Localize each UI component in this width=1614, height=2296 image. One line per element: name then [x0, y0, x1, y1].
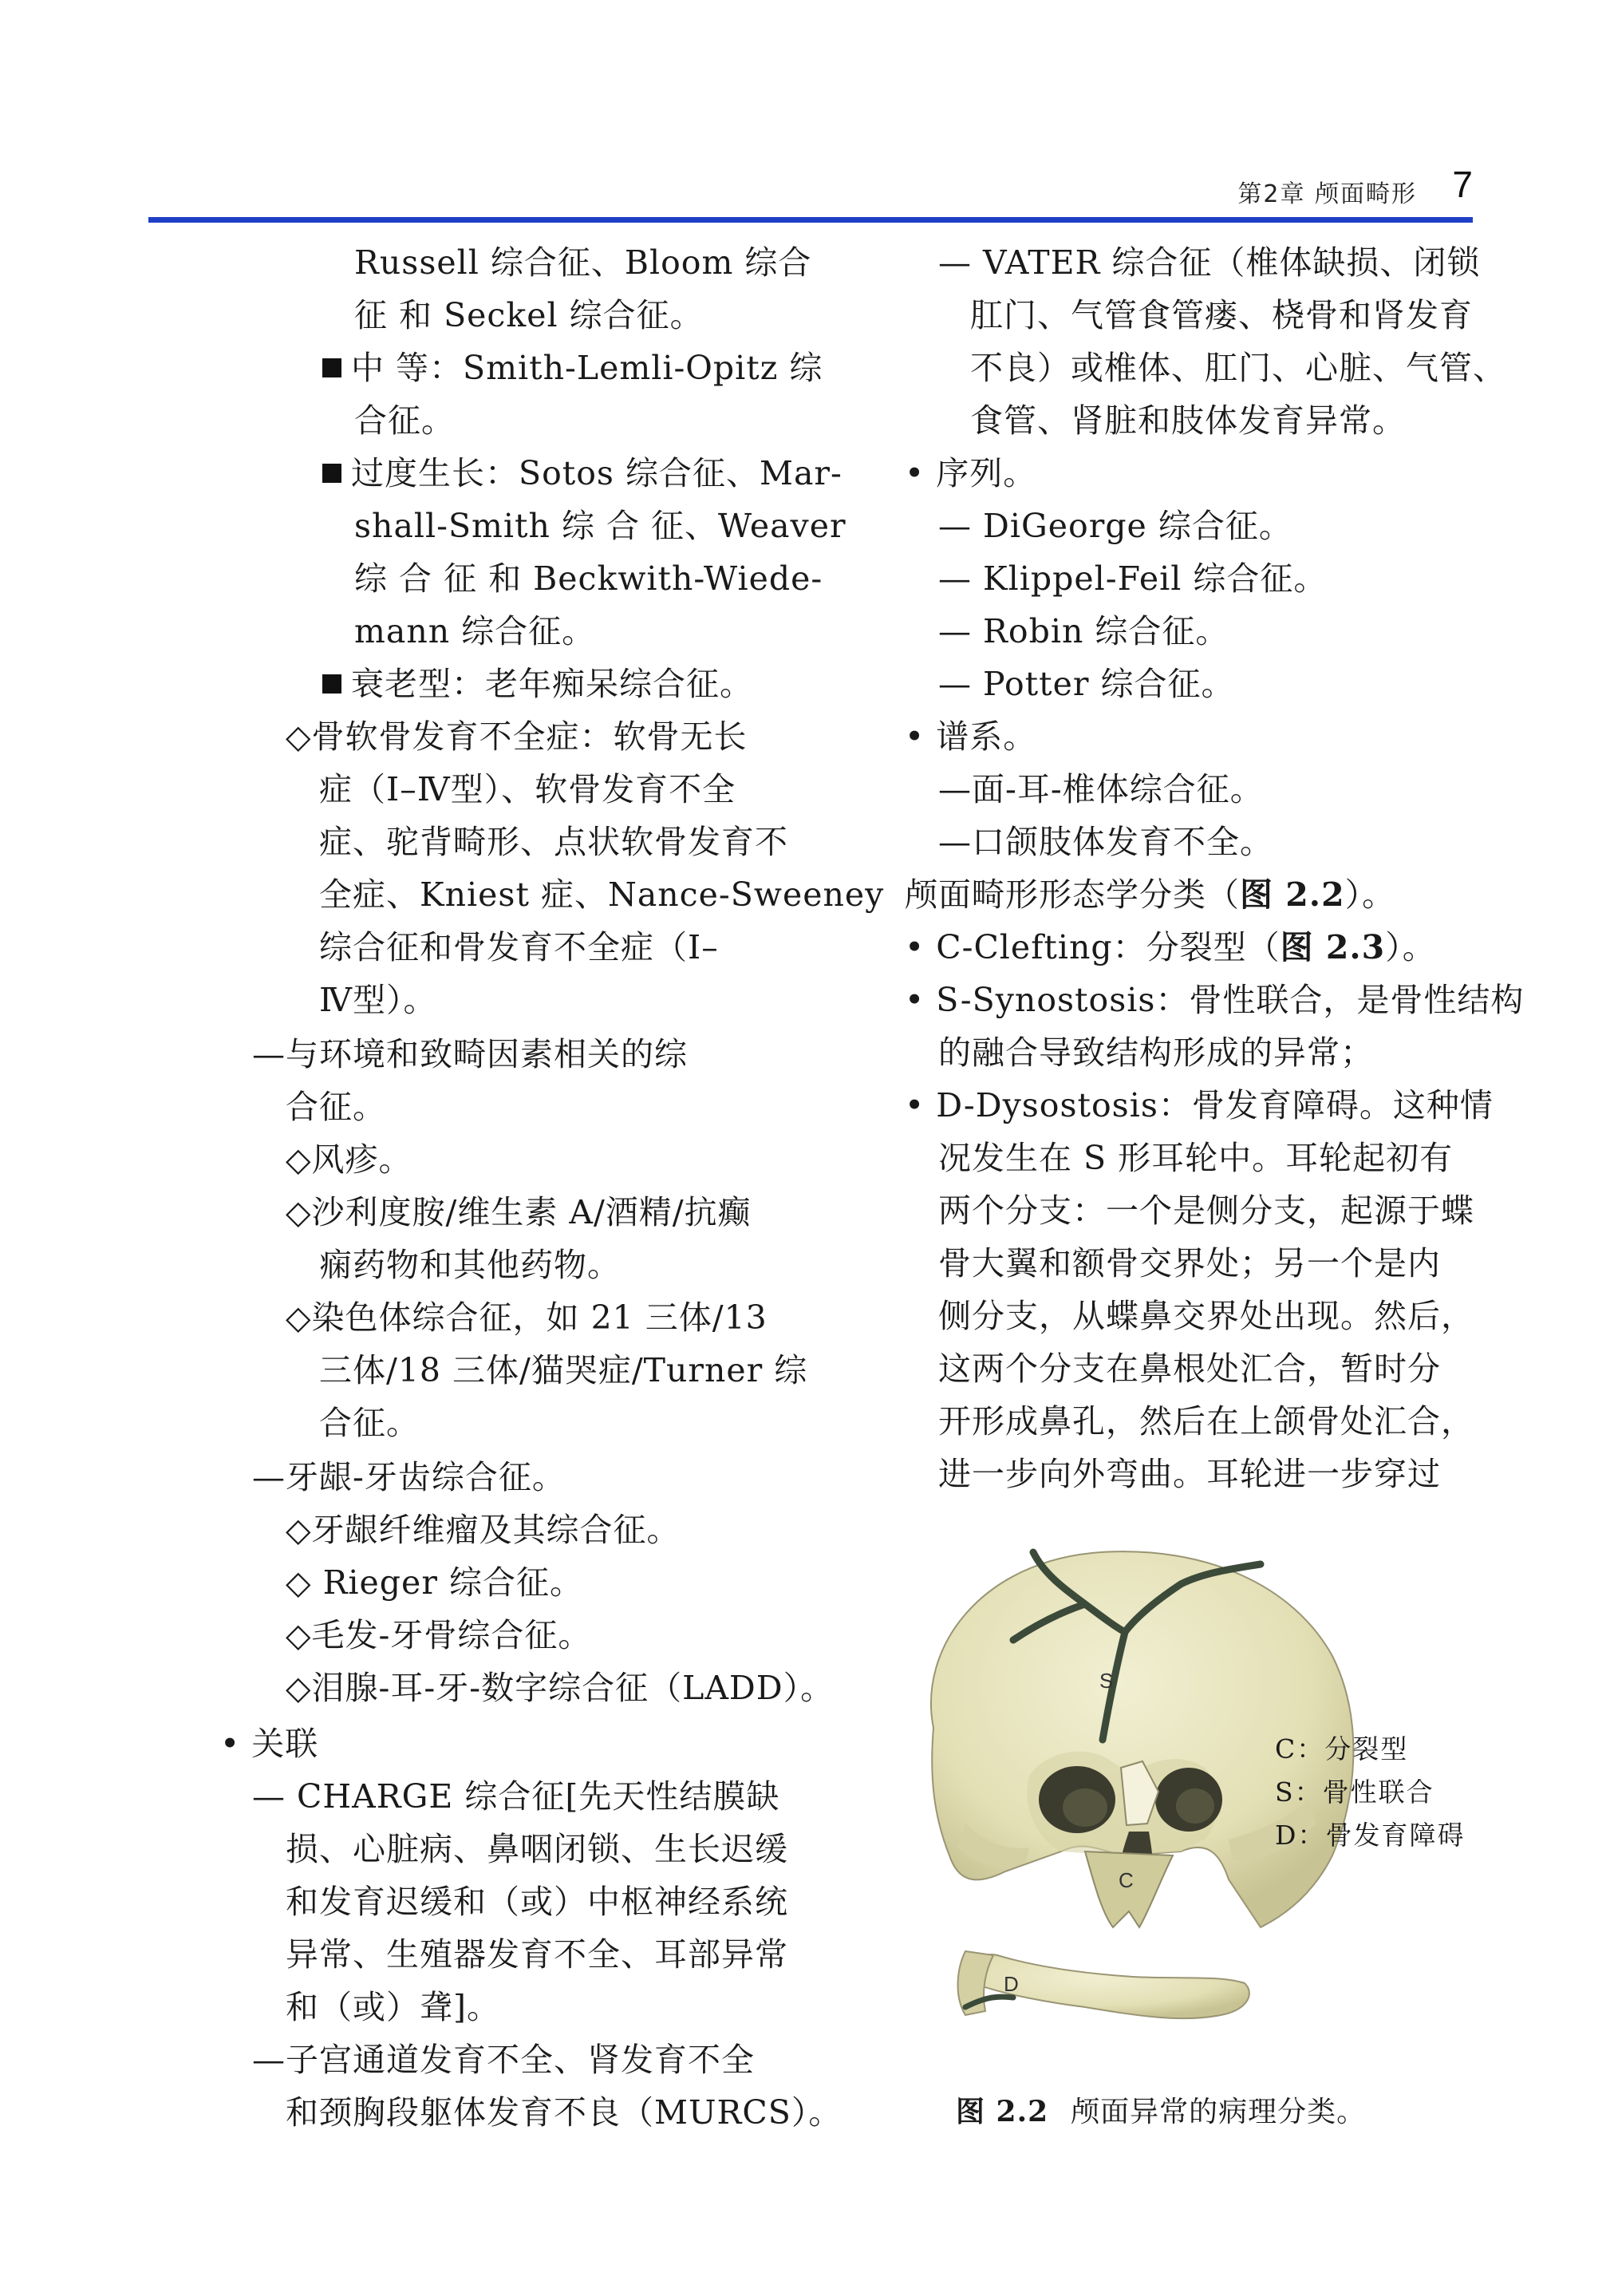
text-line: 和（或）聋]。 [286, 1988, 500, 2026]
text-line: ◇风疹。 [286, 1140, 412, 1179]
figure-legend [1275, 1728, 1465, 1857]
text-line: 和颈胸段躯体发育不良（MURCS）。 [286, 2093, 843, 2132]
text-line: ◇沙利度胺/维生素 A/酒精/抗癫 [286, 1193, 752, 1231]
text-line: • D-Dysostosis：骨发育障碍。这种情 [905, 1086, 1494, 1124]
text-line: — Potter 综合征。 [938, 665, 1235, 703]
legend-item: C：分裂型 [1275, 1733, 1409, 1764]
text-line: 症（Ⅰ–Ⅳ型）、软骨发育不全 [319, 770, 736, 808]
text-line: 肛门、气管食管瘘、桡骨和肾发育 [970, 296, 1473, 334]
text-line: 综 合 征 和 Beckwith-Wiede- [354, 559, 823, 598]
legend-item: D：骨发育障碍 [1275, 1820, 1466, 1851]
figure-reference: 图 2.2 [1240, 875, 1345, 914]
text-line: ◇骨软骨发育不全症：软骨无长 [286, 717, 748, 756]
text-line: 综合征和骨发育不全症（Ⅰ– [319, 928, 719, 966]
text-line: — CHARGE 综合征[先天性结膜缺 [252, 1777, 780, 1816]
text-line: 中 等：Smith-Lemli-Opitz 综 [322, 345, 823, 391]
label-c: C [1119, 1868, 1134, 1892]
text-line: — Klippel-Feil 综合征。 [938, 559, 1328, 598]
text-line: 和发育迟缓和（或）中枢神经系统 [286, 1883, 788, 1921]
text-line: 衰老型：老年痴呆综合征。 [322, 661, 753, 707]
label-s: S [1099, 1669, 1114, 1693]
text-line: ◇毛发-牙骨综合征。 [286, 1616, 592, 1654]
text-line: 侧分支，从蝶鼻交界处出现。然后， [938, 1297, 1474, 1335]
text-line: 两个分支：一个是侧分支，起源于蝶 [938, 1191, 1474, 1230]
text-line: • 谱系。 [905, 717, 1037, 756]
page-header [148, 164, 1473, 217]
label-d: D [1004, 1972, 1019, 1996]
text-line: ◇染色体综合征，如 21 三体/13 [286, 1298, 768, 1337]
text-line: ◇ Rieger 综合征。 [286, 1563, 583, 1602]
text-line: • C-Clefting：分裂型（图 2.3）。 [905, 928, 1436, 966]
text-line: shall-Smith 综 合 征、Weaver [354, 507, 846, 545]
text-line: —与环境和致畸因素相关的综 [252, 1035, 688, 1073]
text-line: 合征。 [354, 401, 455, 440]
chapter-title: 第2章 颅面畸形 [1237, 180, 1417, 208]
text-line: • S-Synostosis：骨性联合，是骨性结构 [905, 981, 1525, 1019]
text-line: Ⅳ型）。 [319, 981, 437, 1019]
left-orbit-inner [1063, 1788, 1107, 1827]
text-line: 合征。 [286, 1088, 386, 1126]
text-line: 异常、生殖器发育不全、耳部异常 [286, 1935, 788, 1974]
text-line: 不良）或椎体、肛门、心脏、气管、 [970, 349, 1506, 387]
page-number: 7 [1452, 164, 1473, 205]
text-line: Russell 综合征、Bloom 综合 [354, 243, 812, 282]
text-line: 况发生在 S 形耳轮中。耳轮起初有 [938, 1139, 1454, 1177]
text-line: — Robin 综合征。 [938, 612, 1229, 650]
text-line: mann 综合征。 [354, 612, 596, 650]
text-line: 骨大翼和额骨交界处；另一个是内 [938, 1244, 1441, 1282]
caption-text: 颅面异常的病理分类。 [1071, 2096, 1367, 2128]
square-bullet-icon [322, 464, 341, 483]
text-line: —牙龈-牙齿综合征。 [252, 1458, 566, 1496]
header-rule [148, 217, 1473, 223]
text-line: • 序列。 [905, 454, 1037, 492]
text-line: 全症、Kniest 症、Nance-Sweeney [319, 875, 885, 914]
legend-item: S：骨性联合 [1275, 1776, 1434, 1808]
text-line: —口颌肢体发育不全。 [938, 823, 1273, 861]
text-line: 痫药物和其他药物。 [319, 1246, 621, 1284]
text-line: 食管、肾脏和肢体发育异常。 [970, 401, 1406, 440]
text-line: 症、驼背畸形、点状软骨发育不 [319, 823, 788, 861]
text-line: — DiGeorge 综合征。 [938, 507, 1292, 545]
figure-reference: 图 2.3 [1280, 928, 1386, 966]
text-line: —子宫通道发育不全、肾发育不全 [252, 2041, 755, 2079]
text-line: 损、心脏病、鼻咽闭锁、生长迟缓 [286, 1830, 788, 1868]
text-line: ◇牙龈纤维瘤及其综合征。 [286, 1511, 681, 1549]
text-line: 过度生长：Sotos 综合征、Mar- [322, 450, 843, 496]
text-line: ◇泪腺-耳-牙-数字综合征（LADD）。 [286, 1669, 835, 1707]
text-line: — VATER 综合征（椎体缺损、闭锁 [938, 243, 1481, 282]
text-line: 颅面畸形形态学分类（图 2.2）。 [905, 875, 1396, 914]
text-line: —面-耳-椎体综合征。 [938, 770, 1264, 808]
text-line: • 关联 [220, 1725, 319, 1763]
text-line: 进一步向外弯曲。耳轮进一步穿过 [938, 1455, 1441, 1493]
text-line: 的融合导致结构形成的异常； [938, 1033, 1374, 1072]
text-line: 三体/18 三体/猫哭症/Turner 综 [319, 1351, 808, 1389]
text-line: 这两个分支在鼻根处汇合，暂时分 [938, 1350, 1441, 1388]
figure-caption [956, 2089, 1366, 2130]
square-bullet-icon [322, 674, 341, 694]
text-line: 征 和 Seckel 综合征。 [354, 296, 704, 334]
square-bullet-icon [322, 358, 341, 377]
text-line: 开形成鼻孔，然后在上颌骨处汇合， [938, 1402, 1474, 1440]
right-orbit-inner [1176, 1788, 1214, 1824]
text-line: 合征。 [319, 1404, 420, 1442]
caption-number: 图 2.2 [956, 2095, 1049, 2128]
